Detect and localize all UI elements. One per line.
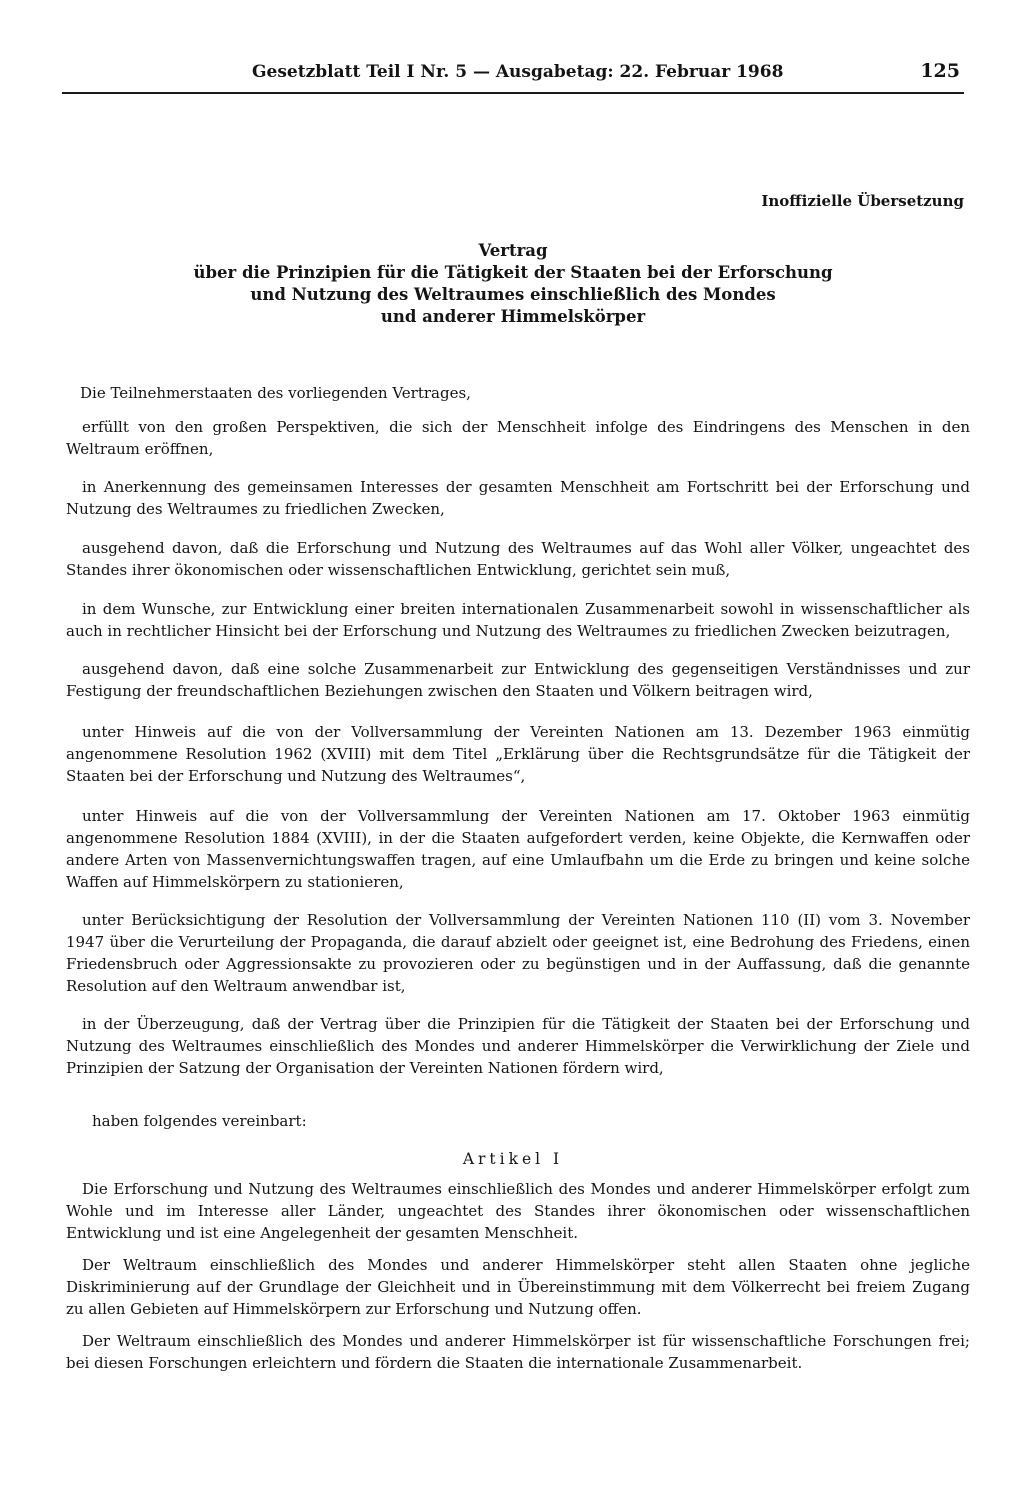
article-paragraph: Der Weltraum einschließlich des Mondes und anderer Himmelskörper steht allen Staaten ohne jegliche Diskriminierung auf der Grundlage der Gleichheit und in Übereinstimmung mit dem Völkerrecht bei freiem Zugang zu allen Gebieten auf Himmelskörpern zur Erforschung und Nutzung offen. [66, 1256, 970, 1318]
page-header [62, 58, 964, 94]
intro-text: Die Teilnehmerstaaten des vorliegenden Vertrages, [80, 384, 471, 402]
preamble-paragraph: ausgehend davon, daß die Erforschung und Nutzung des Weltraumes auf das Wohl aller Völker, ungeachtet des Standes ihrer ökonomischen oder wissenschaftlichen Entwicklung, gerichtet sein muß, [66, 539, 970, 579]
translation-note: Inoffizielle Übersetzung [761, 192, 964, 210]
document-title [62, 240, 964, 328]
header-title: Gesetzblatt Teil I Nr. 5 — Ausgabetag: 22. Februar 1968 [252, 62, 784, 82]
agreed-text: haben folgendes vereinbart: [92, 1112, 307, 1130]
preamble-paragraph: in der Überzeugung, daß der Vertrag über die Prinzipien für die Tätigkeit der Staaten bei der Erforschung und Nutzung des Weltraumes einschließlich des Mondes und anderer Himmelskörper die Verwirklichung der Ziele und Prinzipien der Satzung der Organisation der Vereinten Nationen fördern wird, [66, 1015, 970, 1077]
article-paragraph: Die Erforschung und Nutzung des Weltraumes einschließlich des Mondes und anderer Himmelskörper erfolgt zum Wohle und im Interesse aller Länder, ungeachtet des Standes ihrer ökonomischen oder wissenschaftlichen Entwicklung und ist eine Angelegenheit der gesamten Menschheit. [66, 1180, 970, 1242]
article-heading: Artikel I [462, 1150, 564, 1168]
preamble-paragraph: in dem Wunsche, zur Entwicklung einer breiten internationalen Zusammenarbeit sowohl in wissenschaftlicher als auch in rechtlicher Hinsicht bei der Erforschung und Nutzung des Weltraumes zu friedlichen Zwecken beizutragen, [66, 600, 970, 640]
preamble-paragraph: in Anerkennung des gemeinsamen Interesses der gesamten Menschheit am Fortschritt bei der Erforschung und Nutzung des Weltraumes zu friedlichen Zwecken, [66, 478, 970, 518]
preamble-paragraph: erfüllt von den großen Perspektiven, die sich der Menschheit infolge des Eindringens des Menschen in den Weltraum eröffnen, [66, 418, 970, 458]
article-paragraph: Der Weltraum einschließlich des Mondes und anderer Himmelskörper ist für wissenschaftliche Forschungen frei; bei diesen Forschungen erleichtern und fördern die Staaten die internationale Zusammenarbeit. [66, 1332, 970, 1372]
preamble-paragraph: unter Berücksichtigung der Resolution der Vollversammlung der Vereinten Nationen 110 (II) vom 3. November 1947 über die Verurteilung der Propaganda, die darauf abzielt oder geeignet ist, eine Bedrohung des Friedens, einen Friedensbruch oder Aggressionsakte zu provozieren oder zu begünstigen und in der Auffassung, daß die genannte Resolution auf den Weltraum anwendbar ist, [66, 911, 970, 995]
preamble-paragraph: ausgehend davon, daß eine solche Zusammenarbeit zur Entwicklung des gegenseitigen Verständnisses und zur Festigung der freundschaftlichen Beziehungen zwischen den Staaten und Völkern beitragen wird, [66, 660, 970, 700]
title-line: und anderer Himmelskörper [380, 307, 646, 326]
title-line: Vertrag [478, 241, 548, 260]
title-line: und Nutzung des Weltraumes einschließlich des Mondes [250, 285, 776, 304]
title-line: über die Prinzipien für die Tätigkeit der Staaten bei der Erforschung [193, 263, 833, 282]
page-number: 125 [920, 60, 960, 82]
preamble-paragraph: unter Hinweis auf die von der Vollversammlung der Vereinten Nationen am 17. Oktober 1963 einmütig angenommene Resolution 1884 (XVIII), in der die Staaten aufgefordert verden, keine Objekte, die Kernwaffen oder andere Arten von Massenvernichtungswaffen tragen, auf eine Umlaufbahn um die Erde zu bringen und keine solche Waffen auf Himmelskörpern zu stationieren, [66, 807, 970, 891]
preamble-paragraph: unter Hinweis auf die von der Vollversammlung der Vereinten Nationen am 13. Dezember 1963 einmütig angenommene Resolution 1962 (XVIII) mit dem Titel „Erklärung über die Rechtsgrundsätze für die Tätigkeit der Staaten bei der Erforschung und Nutzung des Weltraumes“, [66, 723, 970, 785]
